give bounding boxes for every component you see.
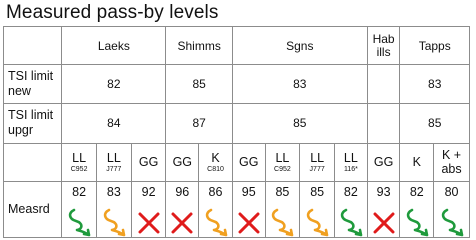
type-row-label bbox=[4, 143, 62, 181]
vehicle-type-cell bbox=[367, 143, 400, 181]
pass-by-table bbox=[3, 26, 470, 238]
squiggle-path bbox=[308, 210, 327, 235]
group-header: Sgns bbox=[232, 27, 367, 65]
vehicle-subtype: C810 bbox=[207, 165, 224, 173]
measured-cell bbox=[434, 181, 470, 237]
type-row bbox=[4, 143, 470, 181]
measured-value: 96 bbox=[175, 184, 190, 199]
measured-value: 92 bbox=[141, 184, 156, 199]
vehicle-type: GG bbox=[373, 155, 394, 170]
measured-cell bbox=[400, 181, 434, 237]
measured-cell bbox=[199, 181, 233, 237]
group-header-row bbox=[4, 27, 470, 65]
measured-cell bbox=[300, 181, 335, 237]
fail-cross-icon bbox=[235, 207, 263, 237]
vehicle-type: LL bbox=[275, 150, 290, 165]
measured-value: 86 bbox=[208, 184, 223, 199]
fail-cross-icon bbox=[168, 207, 196, 237]
measured-cell bbox=[96, 181, 131, 237]
group-header: Laeks bbox=[62, 27, 166, 65]
row-label: TSI limit upgr bbox=[4, 104, 62, 143]
vehicle-type-cell bbox=[300, 143, 335, 181]
measured-value: 82 bbox=[409, 184, 424, 199]
squiggle-path bbox=[207, 210, 226, 235]
vehicle-type: GG bbox=[238, 155, 259, 170]
tsi-upgr-value: 85 bbox=[232, 104, 367, 143]
vehicle-type: K bbox=[211, 150, 220, 165]
fail-cross-icon bbox=[135, 207, 163, 237]
group-header: Hab ills bbox=[367, 27, 400, 65]
measured-row bbox=[4, 181, 470, 237]
tsi-new-value: 83 bbox=[232, 65, 367, 104]
measured-value: 93 bbox=[376, 184, 391, 199]
vehicle-subtype: 116* bbox=[343, 165, 358, 173]
fail-cross-icon bbox=[370, 207, 398, 237]
measured-value: 95 bbox=[241, 184, 256, 199]
measured-cell bbox=[166, 181, 199, 237]
vehicle-subtype: C952 bbox=[274, 165, 291, 173]
squiggle-path bbox=[443, 210, 462, 235]
vehicle-type-cell bbox=[232, 143, 265, 181]
tsi-new-value: 85 bbox=[166, 65, 232, 104]
pass-squiggle-icon bbox=[65, 207, 93, 237]
squiggle-path bbox=[408, 210, 427, 235]
measured-value: 82 bbox=[72, 184, 87, 199]
vehicle-subtype: J777 bbox=[309, 165, 325, 173]
tsi-new-value: 83 bbox=[400, 65, 470, 104]
vehicle-subtype: J777 bbox=[106, 165, 122, 173]
squiggle-path bbox=[105, 210, 124, 235]
vehicle-type: GG bbox=[172, 155, 193, 170]
tsi-upgr-value: 84 bbox=[62, 104, 166, 143]
vehicle-type: K bbox=[412, 155, 421, 170]
pass-squiggle-icon bbox=[403, 207, 431, 237]
vehicle-type: GG bbox=[138, 155, 159, 170]
vehicle-type-cell bbox=[335, 143, 368, 181]
squiggle-path bbox=[273, 210, 292, 235]
tsi-new-row bbox=[4, 65, 470, 104]
measured-value: 82 bbox=[343, 184, 358, 199]
group-header: Shimms bbox=[166, 27, 232, 65]
vehicle-type-cell bbox=[62, 143, 97, 181]
vehicle-type-cell bbox=[434, 143, 470, 181]
marginal-squiggle-icon bbox=[100, 207, 128, 237]
vehicle-subtype: C952 bbox=[70, 165, 88, 173]
corner-cell bbox=[4, 27, 62, 65]
measured-cell bbox=[232, 181, 265, 237]
pass-squiggle-icon bbox=[337, 207, 365, 237]
measured-cell bbox=[131, 181, 166, 237]
vehicle-type-cell bbox=[265, 143, 300, 181]
measured-cell bbox=[335, 181, 368, 237]
measured-cell bbox=[62, 181, 97, 237]
vehicle-type: LL bbox=[310, 150, 325, 165]
vehicle-type: LL bbox=[72, 150, 87, 165]
vehicle-type-cell bbox=[166, 143, 199, 181]
marginal-squiggle-icon bbox=[303, 207, 331, 237]
tsi-upgr-row bbox=[4, 104, 470, 143]
squiggle-path bbox=[70, 210, 89, 235]
vehicle-type-cell bbox=[400, 143, 434, 181]
measured-value: 85 bbox=[310, 184, 325, 199]
group-header: Tapps bbox=[400, 27, 470, 65]
measured-value: 83 bbox=[106, 184, 121, 199]
marginal-squiggle-icon bbox=[268, 207, 296, 237]
tsi-new-empty bbox=[367, 65, 400, 104]
vehicle-type-cell bbox=[131, 143, 166, 181]
row-label: TSI limit new bbox=[4, 65, 62, 104]
vehicle-type-cell bbox=[96, 143, 131, 181]
tsi-upgr-value: 87 bbox=[166, 104, 232, 143]
vehicle-type-cell bbox=[199, 143, 233, 181]
tsi-upgr-value: 85 bbox=[400, 104, 470, 143]
page-title: Measured pass-by levels bbox=[6, 2, 219, 23]
squiggle-path bbox=[342, 210, 361, 235]
vehicle-type: LL bbox=[343, 150, 358, 165]
measured-value: 80 bbox=[444, 184, 459, 199]
tsi-new-value: 82 bbox=[62, 65, 166, 104]
vehicle-type: K + abs bbox=[441, 148, 462, 177]
row-label: Measrd bbox=[4, 181, 62, 237]
tsi-upgr-empty bbox=[367, 104, 400, 143]
measured-cell bbox=[367, 181, 400, 237]
marginal-squiggle-icon bbox=[202, 207, 230, 237]
vehicle-type: LL bbox=[106, 150, 121, 165]
measured-value: 85 bbox=[275, 184, 290, 199]
measured-cell bbox=[265, 181, 300, 237]
pass-squiggle-icon bbox=[438, 207, 466, 237]
